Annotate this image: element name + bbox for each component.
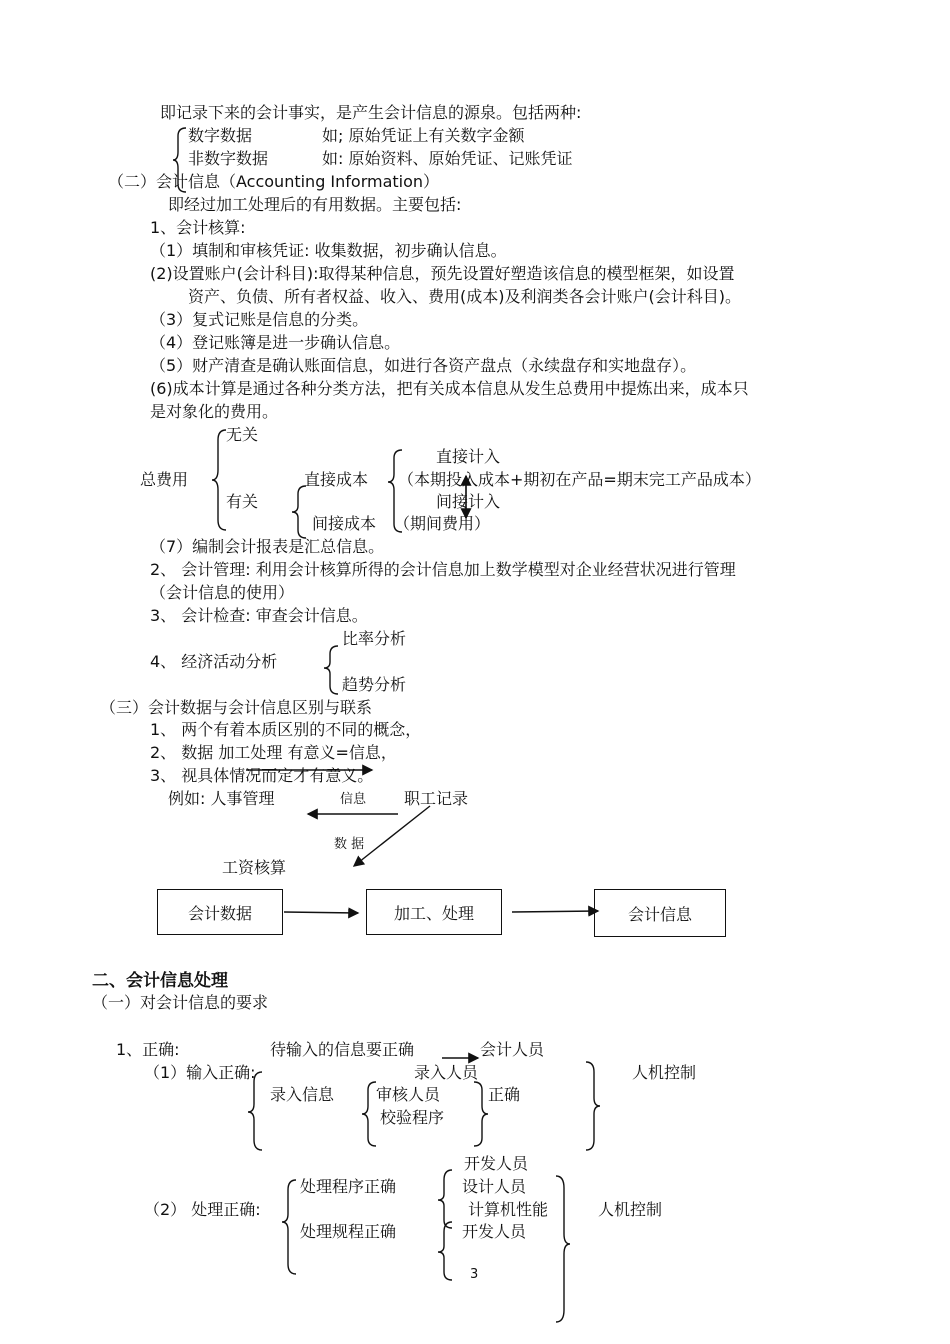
flow-box-info-label: 会计信息 [627, 904, 692, 924]
relation-1: 1、 两个有着本质区别的不同的概念， [150, 720, 422, 739]
item-inspection: 3、 会计检查: 审查会计信息。 [150, 606, 368, 625]
developer-2: 开发人员 [462, 1222, 527, 1241]
cost-formula: （本期投入成本+期初在产品=期末完工产品成本） [398, 470, 761, 489]
section-heading-relation: （三）会计数据与会计信息区别与联系 [100, 698, 373, 717]
review-staff: 审核人员 [376, 1085, 441, 1104]
flow-box-data-label: 会计数据 [187, 903, 252, 923]
indirect-cost-label: 间接成本 [312, 514, 377, 533]
period-expense: （期间费用） [394, 514, 491, 533]
info-intro: 即经过加工处理后的有用数据。主要包括: [168, 195, 462, 214]
numeric-data-example: 如; 原始凭证上有关数字金额 [322, 126, 525, 145]
entry-staff: 录入人员 [414, 1063, 479, 1082]
brace-process-correct [282, 1180, 296, 1274]
non-numeric-data-example: 如: 原始资料、原始凭证、记账凭证 [322, 149, 573, 168]
brace-review [362, 1082, 376, 1146]
computer-performance: 计算机性能 [468, 1200, 549, 1219]
numeric-data-label: 数字数据 [188, 126, 253, 145]
point-2-line1: (2)设置账户(会计科目):取得某种信息，预先设置好塑造该信息的模型框架，如设置 [150, 264, 735, 283]
point-6-line1: (6)成本计算是通过各种分类方法，把有关成本信息从发生总费用中提炼出来，成本只 [150, 379, 749, 398]
data-intro: 即记录下来的会计事实，是产生会计信息的源泉。包括两种: [160, 103, 582, 122]
ratio-analysis: 比率分析 [342, 629, 407, 648]
item-activity-analysis: 4、 经济活动分析 [150, 652, 278, 671]
cost-total: 总费用 [140, 470, 189, 489]
item-management-line2: （会计信息的使用） [150, 583, 295, 602]
point-2-line2: 资产、负债、所有者权益、收入、费用(成本)及利润类各会计账户(会计科目)。 [188, 287, 741, 306]
section-heading-info: （二）会计信息（Accounting Information） [108, 172, 440, 191]
brace-rules [438, 1222, 452, 1280]
item-accounting: 1、会计核算: [150, 218, 246, 237]
brace-review-right [474, 1082, 488, 1146]
non-numeric-data-label: 非数字数据 [188, 149, 269, 168]
rules-correct: 处理规程正确 [300, 1222, 397, 1241]
brace-input-correct [248, 1072, 262, 1150]
page-number: 3 [470, 1267, 479, 1282]
verify-program: 校验程序 [380, 1108, 445, 1127]
brace-data-types [173, 128, 186, 192]
human-machine-control-1: 人机控制 [632, 1063, 697, 1082]
point-6-line2: 是对象化的费用。 [150, 402, 279, 421]
brace-direct-cost [388, 450, 402, 532]
program-correct: 处理程序正确 [300, 1177, 397, 1196]
developer-1: 开发人员 [464, 1154, 529, 1173]
brace-analysis [324, 646, 338, 694]
point-3: （3）复式记账是信息的分类。 [150, 310, 369, 329]
designer: 设计人员 [462, 1177, 527, 1196]
example-info-label: 信息 [340, 792, 367, 807]
relation-3: 3、 视具体情况而定才有意义。 [150, 766, 374, 785]
point-5: （5）财产清查是确认账面信息，如进行各资产盘点（永续盘存和实地盘存）。 [150, 356, 697, 375]
req-correct: 1、正确: [116, 1040, 180, 1059]
brace-hm-control-2 [556, 1176, 570, 1322]
relation-2: 2、 数据 加工处理 有意义=信息， [150, 743, 397, 762]
brace-hm-control-1 [586, 1062, 600, 1150]
example-data-label: 数 据 [334, 837, 365, 852]
direct-cost-label: 直接成本 [304, 470, 369, 489]
input-correct-result: 正确 [488, 1085, 521, 1104]
arrow-flow-2 [512, 911, 598, 912]
point-7: （7）编制会计报表是汇总信息。 [150, 537, 385, 556]
accounting-staff: 会计人员 [480, 1040, 545, 1059]
item-management-line1: 2、 会计管理: 利用会计核算所得的会计信息加上数学模型对企业经营状况进行管理 [150, 560, 736, 579]
indirect-in-label: 间接计入 [436, 492, 501, 511]
input-wait-correct: 待输入的信息要正确 [270, 1040, 415, 1059]
process-correct: （2） 处理正确: [144, 1200, 261, 1219]
part-2-subheading: （一）对会计信息的要求 [92, 993, 269, 1012]
cost-related: 有关 [226, 492, 259, 511]
brace-related [292, 486, 306, 538]
example-hr: 例如: 人事管理 [168, 789, 275, 808]
arrow-flow-1 [284, 912, 358, 913]
part-2-heading: 二、会计信息处理 [92, 971, 228, 991]
cost-unrelated: 无关 [226, 425, 259, 444]
entry-info: 录入信息 [270, 1085, 335, 1104]
input-correct: （1）输入正确: [144, 1063, 256, 1082]
point-1: （1）填制和审核凭证: 收集数据，初步确认信息。 [150, 241, 507, 260]
example-salary: 工资核算 [222, 858, 287, 877]
example-staff-record: 职工记录 [404, 789, 469, 808]
point-4: （4）登记账簿是进一步确认信息。 [150, 333, 401, 352]
brace-program [438, 1170, 452, 1228]
trend-analysis: 趋势分析 [342, 675, 407, 694]
direct-in-label: 直接计入 [436, 447, 501, 466]
flow-box-process-label: 加工、处理 [393, 903, 474, 923]
brace-total-cost [212, 430, 226, 530]
arrow-data [354, 806, 430, 866]
human-machine-control-2: 人机控制 [598, 1200, 663, 1219]
